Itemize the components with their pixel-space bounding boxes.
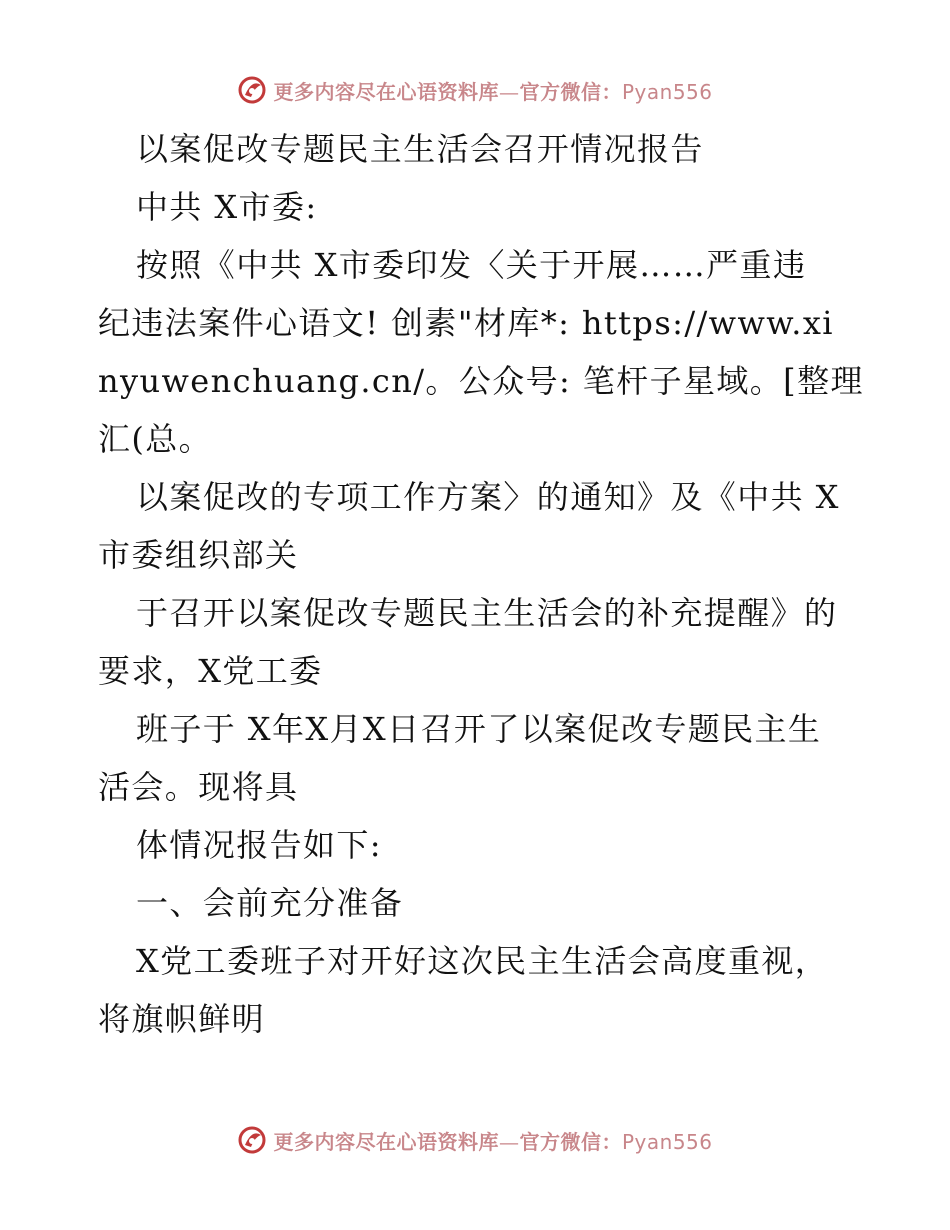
watermark-separator: — xyxy=(498,1129,520,1154)
paragraph-line: 将旗帜鲜明 xyxy=(98,1000,266,1038)
red-swirl-logo-icon xyxy=(237,1125,267,1155)
paragraph-line: X党工委班子对开好这次民主生活会高度重视， xyxy=(136,942,829,980)
watermark-account-label: 官方微信： xyxy=(519,1129,622,1154)
footer-watermark xyxy=(0,1120,950,1160)
paragraph-line: 市委组织部关 xyxy=(98,536,299,574)
paragraph-line: 纪违法案件心语文! 创素"材库*: https://www.xi xyxy=(98,304,834,342)
watermark-separator: — xyxy=(498,79,520,104)
paragraph-line: nyuwenchuang.cn/。公众号: 笔杆子星域。[整理 xyxy=(98,362,864,400)
paragraph-line: 汇(总。 xyxy=(98,420,213,458)
watermark-account-label: 官方微信： xyxy=(519,79,622,104)
document-body xyxy=(98,120,864,1048)
paragraph-line: 于召开以案促改专题民主生活会的补充提醒》的 xyxy=(136,594,838,632)
section-heading: 一、会前充分准备 xyxy=(136,884,404,922)
paragraph-line: 活会。现将具 xyxy=(98,768,299,806)
watermark-text xyxy=(273,1126,712,1155)
paragraph-line: 体情况报告如下: xyxy=(136,826,382,864)
header-watermark xyxy=(0,70,950,110)
recipient-line: 中共 X市委: xyxy=(136,188,318,226)
paragraph-line: 班子于 X年X月X日召开了以案促改专题民主生 xyxy=(136,710,822,748)
watermark-text xyxy=(273,76,712,105)
watermark-title: 更多内容尽在心语资料库 xyxy=(273,79,499,104)
paragraph-line: 要求，X党工委 xyxy=(98,652,323,690)
watermark-account-id: Pyan556 xyxy=(621,1129,713,1154)
watermark-account-id: Pyan556 xyxy=(621,79,713,104)
red-swirl-logo-icon xyxy=(237,75,267,105)
paragraph-line: 以案促改的专项工作方案〉的通知》及《中共 X xyxy=(136,478,840,516)
document-title: 以案促改专题民主生活会召开情况报告 xyxy=(136,130,704,168)
watermark-title: 更多内容尽在心语资料库 xyxy=(273,1129,499,1154)
paragraph-line: 按照《中共 X市委印发〈关于开展……严重违 xyxy=(136,246,807,284)
